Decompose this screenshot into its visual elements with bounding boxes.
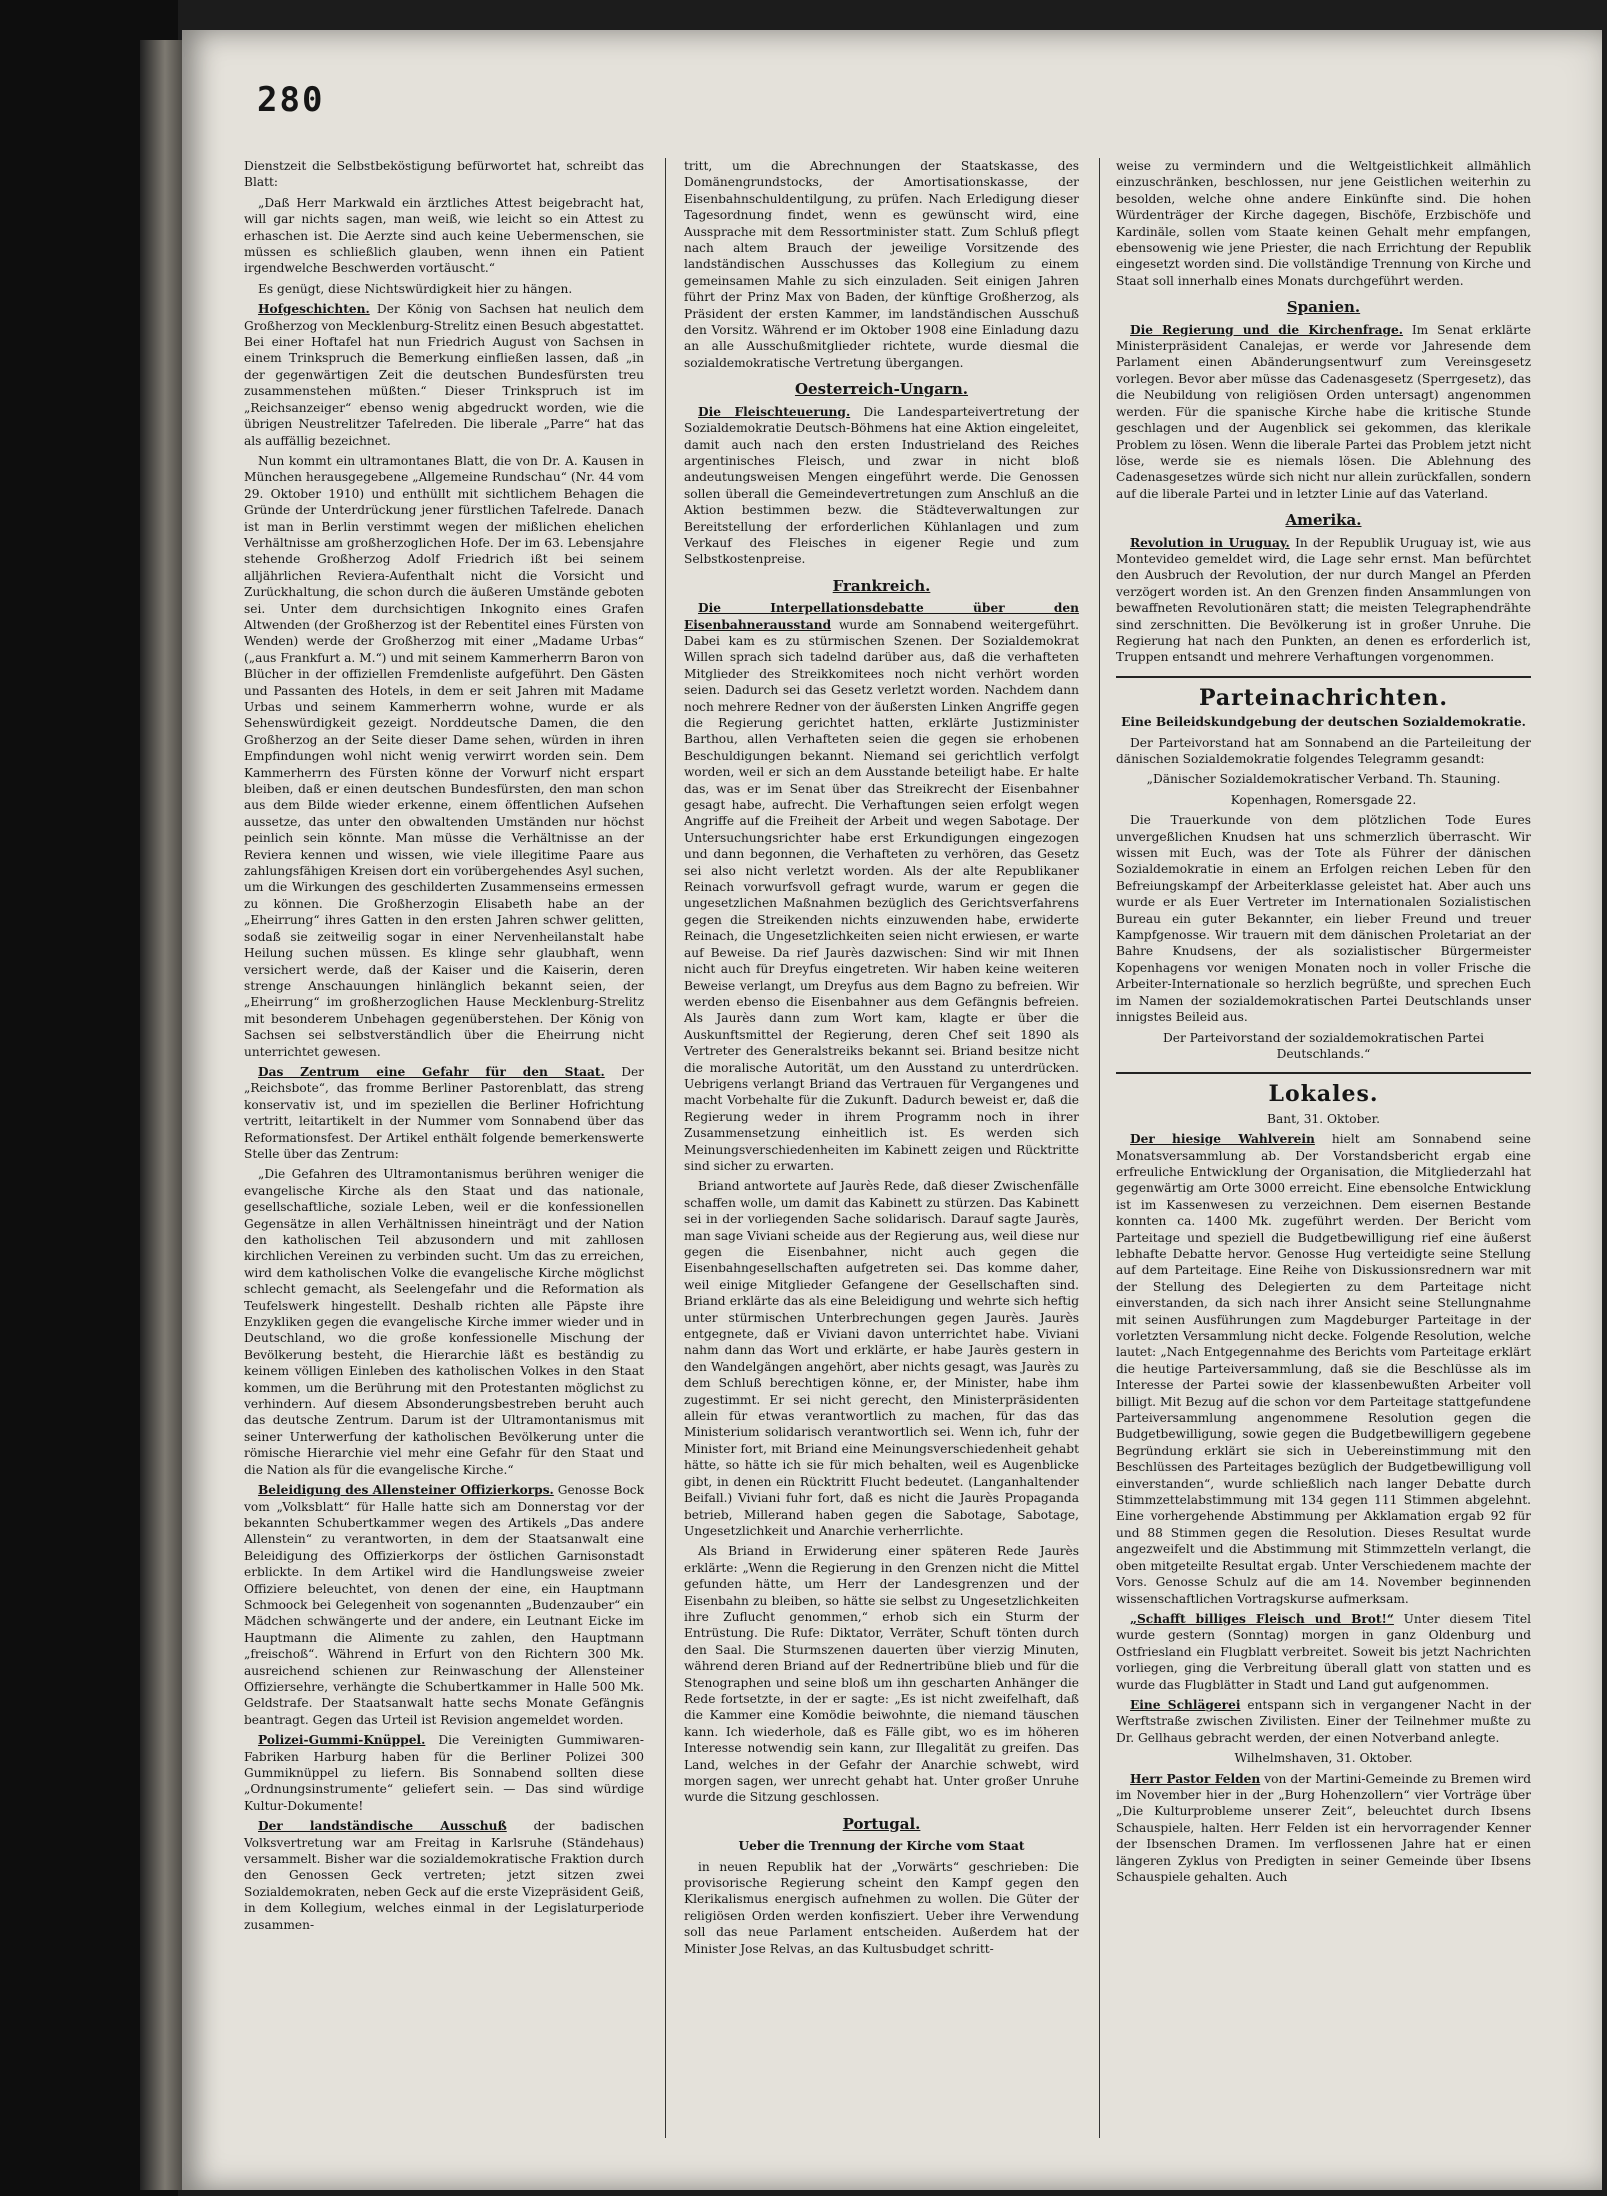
- article-text: der badischen Volksvertretung war am Freitag in Karlsruhe (Ständehaus) versammelt. Bisher war die sozialdemokratische Fraktion durch den Genossen Geck vertreten; jetzt sitzen zwei Sozialdemokraten, neben Geck auf die erste Vizepräsident Geiß, in dem Kollegium, welches einmal in der Legislaturperiode zusammen-: [244, 1819, 644, 1932]
- article-keyword: Polizei-Gummi-Knüppel.: [258, 1733, 426, 1748]
- article-text: Der König von Sachsen hat neulich dem Großherzog von Mecklenburg-Strelitz einen Besuch abgestattet. Bei einer Hoftafel hat nun Friedrich August von Sachsen in einem Trinkspruch die Bemerkung einfließen lassen, daß „in der gegenwärtigen Zeit die deutschen Bundesfürsten treu zusammenstehen müßten.“ Dieser Trinkspruch ist im „Reichsanzeiger“ ebenso wenig abgedruckt worden, wie die übrigen Neustrelitzer Tafelreden. Die liberale „Parre“ hat das als auffällig bezeichnet.: [244, 302, 644, 448]
- article-keyword: Das Zentrum eine Gefahr für den Staat.: [258, 1064, 605, 1079]
- article-text: Der Parteivorstand hat am Sonnabend an die Parteileitung der dänischen Sozialdemokratie folgendes Telegramm gesandt:: [1116, 735, 1531, 766]
- section-heading-austria: Oesterreich-Ungarn.: [794, 380, 969, 399]
- article-keyword: „Schafft billiges Fleisch und Brot!“: [1130, 1611, 1394, 1626]
- section-divider: [1116, 676, 1531, 678]
- article-text: Es genügt, diese Nichtswürdigkeit hier zu hängen.: [258, 281, 573, 296]
- section-heading-america: Amerika.: [1285, 511, 1362, 530]
- article-text: Unter diesem Titel wurde gestern (Sonntag) morgen in ganz Oldenburg und Ostfriesland ein Flugblatt verbreitet. Soweit bis jetzt Nachrichten vorliegen, ging die Verbreitung überall glatt von statten und es wurde das Flugblätter in Stadt und Land gut aufgenommen.: [1116, 1611, 1532, 1692]
- page-number: 280: [257, 80, 325, 120]
- article-text: von der Martini-Gemeinde zu Bremen wird im November hier in der „Burg Hohenzollern“ vier Vorträge über „Die Kulturprobleme unserer Zeit“, beleuchtet durch Ibsens Schauspiele, halten. Herr Felden ist ein hervorragender Kenner der Ibsenschen Dramen. Im verflossenen Jahre hat er einen längeren Zyklus von Predigten in seiner Gemeinde über Ibsens Schauspiele gehalten. Auch: [1116, 1771, 1531, 1884]
- telegram-address: „Dänischer Sozialdemokratischer Verband. Th. Stauning.: [1146, 772, 1501, 787]
- newspaper-page: [182, 30, 1602, 2190]
- article-text: Dienstzeit die Selbstbeköstigung befürwortet hat, schreibt das Blatt:: [244, 159, 644, 190]
- article-keyword: Revolution in Uruguay.: [1130, 535, 1290, 550]
- article-text: hielt am Sonnabend seine Monatsversammlung ab. Der Vorstandsbericht ergab eine erfreuliche Entwicklung der Organisation, die Mitgliederzahl hat gegenwärtig am Orte 3000 erreicht. Eine ebensolche Entwicklung ist im Kassenwesen zu verzeichnen. Dem eisernen Bestande konnten ca. 1400 Mk. zugeführt werden. Der Bericht vom Parteitage und speziell die Budgetbewilligung rief eine äußerst lebhafte Debatte hervor. Genosse Hug verteidigte seine Stellung auf dem Parteitage. Eine Reihe von Diskussionsrednern war mit der Stellung des Delegierten zu dem Parteitage nicht einverstanden, da sich nach ihrer Ansicht seine Stellungnahme mit seinen Ausführungen zum Magdeburger Parteitage in der vorletzten Versammlung nicht decke. Folgende Resolution, welche lautet: „Nach Entgegennahme des Berichts vom Parteitage erklärt die heutige Parteiversammlung, daß sie die Beschlüsse als im Interesse der Partei sowie der klassenbewußten Arbeiter voll billigt. Mit Bezug auf die schon vor dem Parteitage stattgefundene Parteiversammlung angenommene Resolution gegen die Budgetbewilligung, sowie gegen die Budgetbewilligern gegebene Begründung erklärt sie sich in Uebereinstimmung mit den Beschlüssen des Parteitages bezüglich der Budgetbewilligung voll einverstanden“, wurde schließlich nach langer Debatte durch Stimmzettelabstimmung mit 134 gegen 111 Stimmen abgelehnt. Eine vorhergehende Abstimmung per Akklamation ergab 92 für und 88 Stimmen gegen die Resolution. Dieses Resultat wurde angezweifelt und die Abstimmung mit Stimmzetteln verlangt, die oben mitgeteilte Resultat ergab. Unter Verschiedenem machte der Vors. Genosse Schulz auf die am 14. November beginnenden wissenschaftlichen Vortragskurse aufmerksam.: [1116, 1132, 1532, 1606]
- article-text: Die Vereinigten Gummiwaren-Fabriken Harburg haben für die Berliner Polizei 300 Gummiknüppel zu liefern. Bis Sonnabend sollten diese „Ordnungsinstrumente“ geliefert sein. — Das sind würdige Kultur-Dokumente!: [244, 1733, 644, 1813]
- article-quote: „Die Gefahren des Ultramontanismus berühren weniger die evangelische Kirche als den Staat und das nationale, gesellschaftliche, soziale Leben, weil er die konfessionellen Gegensätze in allen Verhältnissen hineinträgt und der Nation den katholischen Teil abzusondern und mit zahllosen kirchlichen Vereinen zu verbinden sucht. Um das zu erreichen, wird dem katholischen Volke die evangelische Kirche möglichst schlecht gemacht, als Seelengefahr und die Reformation als Teufelswerk hingestellt. Deshalb richten alle Päpste ihre Enzykliken gegen die evangelische Kirche immer wieder und in Deutschland, wo die große konfessionelle Mischung der Bevölkerung besteht, die Hierarchie läßt es beständig zu keinem völligen Einleben des katholischen Volkes in den Staat kommen, um die Berührung mit den Protestanten möglichst zu verhindern. Auf diesem Absonderungsbestreben beruht auch das deutsche Zentrum. Darum ist der Ultramontanismus mit seiner Unterwerfung der katholischen Bevölkerung unter die römische Hierarchie viel mehr eine Gefahr für den Staat und die Nation als für die evangelische Kirche.“: [244, 1167, 644, 1477]
- article-subheading: Ueber die Trennung der Kirche vom Staat: [738, 1839, 1025, 1854]
- article-keyword: Die Interpellationsdebatte über den Eisenbahnerausstand: [684, 601, 1079, 632]
- article-keyword: Die Fleischteuerung.: [698, 404, 851, 419]
- article-text: entspann sich in vergangener Nacht in der Werftstraße zwischen Zivilisten. Einer der Teilnehmer mußte zu Dr. Gellhaus gebracht werden, der einen Notverband anlegte.: [1116, 1697, 1532, 1745]
- telegram-signature: Der Parteivorstand der sozialdemokratischen Partei Deutschlands.“: [1162, 1030, 1485, 1061]
- article-keyword: Die Regierung und die Kirchenfrage.: [1130, 322, 1404, 337]
- telegram-address: Kopenhagen, Romersgade 22.: [1230, 792, 1417, 807]
- article-text: Genosse Bock vom „Volksblatt“ für Halle hatte sich am Donnerstag vor der bekannten Schubertkammer wegen des Artikels „Das andere Allenstein“ zu verantworten, in dem der Staatsanwalt eine Beleidigung des Offizierkorps der östlichen Garnisonstadt erblickte. In dem Artikel wird die Handlungsweise zweier Offiziere beleuchtet, von denen der eine, ein Hauptmann Schmoock bei Gelegenheit von sogenannten „Budenzauber“ ein Mädchen schwängerte und der andere, ein Leutnant Eicke im Hauptmann die Alimente zu zahlen, den Hauptmann „freischoß“. Während in Erfurt von den Richtern 300 Mk. ausreichend schienen zur Reinwaschung der Allensteiner Offiziersehre, verhängte die Schubertkammer in Halle 500 Mk. Geldstrafe. Der Staatsanwalt hatte sechs Monate Gefängnis beantragt. Gegen das Urteil ist Revision angemeldet worden.: [244, 1483, 644, 1727]
- column-2: [684, 158, 1079, 1961]
- section-heading-france: Frankreich.: [832, 576, 931, 595]
- section-heading-spain: Spanien.: [1286, 298, 1361, 317]
- article-keyword: Der hiesige Wahlverein: [1130, 1132, 1315, 1147]
- article-text: wurde am Sonnabend weitergeführt. Dabei kam es zu stürmischen Szenen. Der Sozialdemokrat Willen sprach sich tadelnd darüber aus, daß die verhafteten Mitglieder des Streikkomitees noch nicht verhört worden seien. Dadurch sei das Gesetz verletzt worden. Nachdem dann noch mehrere Redner von der äußersten Linken Angriffe gegen die Regierung gerichtet hatten, erklärte Justizminister Barthou, allen Verhafteten seien die gegen sie erhobenen Beschuldigungen bekannt. Niemand sei gerichtlich verfolgt worden, weil er sich an dem Ausstande beteiligt habe. Er halte das, was er im Senat über das Streikrecht der Eisenbahner gesagt habe, aufrecht. Die Verhaftungen seien erfolgt wegen Angriffe auf die Freiheit der Arbeit und wegen Sabotage. Der Untersuchungsrichter habe erst Erkundigungen eingezogen und dann begonnen, die Verhafteten zu verhören, das Gesetz sei also nicht verletzt worden. Als der alte Republikaner Reinach vorwurfsvoll gefragt wurde, warum er gegen die ungesetzlichen Maßnahmen bezüglich des Gerichtsverfahrens gegen die Streikenden nichts einzuwenden habe, erwiderte Reinach, die Ungesetzlichkeiten seien nicht erwiesen, er warte auf Beweise. Da rief Jaurès dazwischen: Sind wir mit Ihnen nicht auch für Dreyfus eingetreten. Wir haben keine weiteren Beweise verlangt, um Dreyfus aus dem Bagno zu befreien. Wir werden ebenso die Eisenbahner aus dem Gefängnis befreien. Als Jaurès dann zum Wort kam, klagte er über die Auskunftsmittel der Regierung, deren Chef seit 1890 als Vertreter des Generalstreiks bekannt sei. Briand besitze nicht die moralische Autorität, um den Ausstand zu unterdrücken. Uebrigens verlangt Briand das Vertrauen für Vergangenes und macht Vorbehalte für die Zukunft. Dadurch beweist er, daß die Regierung weder in ihrem Programm noch in ihrer Zusammensetzung einheitlich ist. Es werden sich Meinungsverschiedenheiten im Kabinett zeigen und Rücktritte sind sicher zu erwarten.: [684, 617, 1080, 1173]
- article-text: Die Landesparteivertretung der Sozialdemokratie Deutsch-Böhmens hat eine Aktion eingeleitet, damit auch nach den ersten Industrieland des Reiches argentinisches Fleisch, und zwar in nicht bloß andeutungsweisen Mengen eingeführt werde. Die Genossen sollen überall die Gemeindevertretungen zum Anschluß an die Aktion bestimmen bezw. die Städteverwaltungen zur Bereitstellung der erforderlichen Kühlanlagen und zum Verkauf des Fleisches in eigener Regie und zum Selbstkostenpreise.: [684, 404, 1079, 567]
- section-divider: [1116, 1072, 1531, 1074]
- column-3: [1116, 158, 1531, 1889]
- column-rule: [665, 158, 666, 2138]
- article-text: weise zu vermindern und die Weltgeistlichkeit allmählich einzuschränken, beschlossen, nur jene Geistlichen weiterhin zu besolden, welche ohne andere Einkünfte sind. Die hohen Würdenträger der Kirche dagegen, Bischöfe, Erzbischöfe und Kardinäle, sollen vom Staate keinen Gehalt mehr empfangen, ebensowenig wie jene Priester, die nach Errichtung der Republik eingesetzt worden sind. Die vollständige Trennung von Kirche und Staat soll innerhalb eines Monats durchgeführt werden.: [1116, 159, 1531, 288]
- article-text: „Daß Herr Markwald ein ärztliches Attest beigebracht hat, will gar nichts sagen, man weiß, wie leicht so ein Attest zu erhaschen ist. Die Aerzte sind auch keine Uebermenschen, sie müssen es schließlich glauben, wenn ihnen ein Patient irgendwelche Beschwerden vortäuscht.“: [244, 195, 644, 276]
- article-text: tritt, um die Abrechnungen der Staatskasse, des Domänengrundstocks, der Amortisationskasse, der Eisenbahnschuldentilgung, zu prüfen. Nach Erledigung dieser Tagesordnung findet, wenn es gewünscht wird, eine Aussprache mit dem Ressortminister statt. Zum Schluß pflegt nach altem Brauch der jeweilige Vorsitzende des landständischen Ausschusses das Kollegium zu einem gemeinsamen Mahle zu sich einzuladen. Seit einigen Jahren führt der Prinz Max von Baden, der künftige Großherzog, als Präsident der ersten Kammer, im landständischen Ausschuß den Vorsitz. Während er im Oktober 1908 eine Einladung dazu an alle Ausschußmitglieder richtete, wurde diesmal die sozialdemokratische Vertretung übergangen.: [684, 159, 1079, 370]
- article-text: Briand antwortete auf Jaurès Rede, daß dieser Zwischenfälle schaffen wolle, um damit das Kabinett zu stürzen. Das Kabinett sei in der vorliegenden Sache solidarisch. Darauf sagte Jaurès, man sage Viviani scheide aus der Regierung aus, weil diese nur gegen die Eisenbahner, nicht auch gegen die Eisenbahngesellschaften aufgetreten sei. Das komme daher, weil einige Mitglieder Gefangene der Gesellschaften sind. Briand erklärte das als eine Beleidigung und wehrte sich heftig unter stürmischen Unterbrechungen gegen Jaurès. Jaurès entgegnete, daß er Viviani davon unterrichtet habe. Viviani nahm dann das Wort und erklärte, er habe Jaurès gestern in den Wandelgängen angehört, aber nichts gesagt, was Jaurès zu dem Schluß berechtigen könne, er, der Minister, habe ihm zugestimmt. Er sei nicht gerecht, den Ministerpräsidenten allein für etwas verantwortlich zu machen, für das das Ministerium solidarisch verantwortlich sei. Wenn ich, fuhr der Minister fort, mit Briand eine Meinungsverschiedenheit gehabt hätte, so hätte ich sie für mich behalten, weil es Augenblicke gibt, in denen ein Rücktritt Flucht bedeutet. (Langanhaltender Beifall.) Viviani fuhr fort, daß es nicht die Jaurès Propaganda betrieb, Millerand haben gegen die Sabotage, Sabotage, Ungesetzlichkeit und Anarchie verherrlichte.: [684, 1179, 1079, 1538]
- dateline: Bant, 31. Oktober.: [1267, 1111, 1380, 1126]
- article-keyword: Herr Pastor Felden: [1130, 1771, 1261, 1786]
- article-text: Im Senat erklärte Ministerpräsident Canalejas, er werde vor Jahresende dem Parlament einen Abänderungsentwurf zum Vereinsgesetz vorlegen. Bevor aber müsse das Cadenasgesetz (Sperrgesetz), das die Neubildung von religiösen Orden untersagt) angenommen werden. Für die spanische Kirche habe die kritische Stunde geschlagen und der Augenblick sei gekommen, das klerikale Problem zu lösen. Wenn die liberale Partei das Problem jetzt nicht löse, werde sie es niemals lösen. Die Ablehnung des Cadenasgesetzes würde sich nicht nur allein zurückfallen, sondern auf die liberale Partei und in letzter Linie auf das Vaterland.: [1116, 322, 1532, 501]
- column-rule: [1099, 158, 1100, 2138]
- section-heading-party-news: Parteinachrichten.: [1198, 684, 1449, 711]
- article-text: In der Republik Uruguay ist, wie aus Montevideo gemeldet wird, die Lage sehr ernst. Man befürchtet den Ausbruch der Revolution, der nur durch Mangel an Pferden verzögert worden ist. An den Grenzen finden Ansammlungen von bewaffneten Revolutionären statt; die meisten Telegraphendrähte sind zerschnitten. Die Bevölkerung ist in großer Unruhe. Die Regierung hat nach den Punkten, an denen es erforderlich ist, Truppen entsandt und mehrere Verhaftungen vorgenommen.: [1116, 535, 1532, 665]
- article-keyword: Eine Schlägerei: [1130, 1697, 1241, 1712]
- section-heading-local: Lokales.: [1268, 1081, 1379, 1108]
- column-1: [244, 158, 644, 1937]
- article-subheading: Eine Beileidskundgebung der deutschen Sozialdemokratie.: [1121, 715, 1526, 730]
- article-text: in neuen Republik hat der „Vorwärts“ geschrieben: Die provisorische Regierung scheint den Kampf gegen den Klerikalismus energisch aufnehmen zu wollen. Die Güter der religiösen Orden werden konfisziert. Ueber ihre Verwendung soll das neue Parlament entscheiden. Außerdem hat der Minister Jose Relvas, an das Kultusbudget schritt-: [684, 1859, 1079, 1956]
- article-text: Der „Reichsbote“, das fromme Berliner Pastorenblatt, das streng konservativ ist, und im speziellen die Berliner Hofrichtung vertritt, leitartikelt in der Nummer vom Sonnabend über das Reformationsfest. Der Artikel enthält folgende bemerkenswerte Stelle über das Zentrum:: [244, 1064, 645, 1161]
- dateline: Wilhelmshaven, 31. Oktober.: [1234, 1751, 1413, 1766]
- article-text: Als Briand in Erwiderung einer späteren Rede Jaurès erklärte: „Wenn die Regierung in den Grenzen nicht die Mittel gefunden hätte, um Herr der Landesgrenzen und der Eisenbahn zu bleiben, so hätte sie selbst zu Ungesetzlichkeiten ihre Zuflucht genommen,“ erhob sich ein Sturm der Entrüstung. Die Rufe: Diktator, Verräter, Schuft tönten durch den Saal. Die Sturmszenen dauerten über vierzig Minuten, während deren Briand auf der Rednertribüne blieb und für die Stenographen und seine bloß um ihn gescharten Anhänger die Rede fortsetzte, in der er sagte: „Es ist nicht zweifelhaft, daß die Kammer eine Komödie beiwohnte, die niemand täuschen kann. Ich wiederhole, daß es Fälle gibt, wo es im höheren Interesse notwendig sein kann, zur Illegalität zu greifen. Das Land, welches in der Gefahr der Anarchie schwebt, wird morgen sagen, wer unrecht gehabt hat. Unter großer Unruhe wurde die Sitzung geschlossen.: [684, 1544, 1079, 1805]
- article-text: Die Trauerkunde von dem plötzlichen Tode Eures unvergeßlichen Knudsen hat uns schmerzlich überrascht. Wir wissen mit Euch, was der Tote als Führer der dänischen Sozialdemokratie in einem an Erfolgen reichen Leben für den Befreiungskampf der Arbeiterklasse geleistet hat. Aber auch uns wurde er als Euer Vertreter im Internationalen Sozialistischen Bureau ein guter Bekannter, ein lieber Freund und treuer Kampfgenosse. Wir trauern mit dem dänischen Proletariat an der Bahre Knudsens, der als sozialistischer Bürgermeister Kopenhagens vor wenigen Monaten noch in voller Frische die Arbeiter-Internationale so herzlich begrüßte, und sprechen Euch im Namen der sozialdemokratischen Partei Deutschlands unser innigstes Beileid aus.: [1116, 813, 1531, 1025]
- article-keyword: Beleidigung des Allensteiner Offizierkorps.: [258, 1483, 554, 1498]
- article-text: Nun kommt ein ultramontanes Blatt, die von Dr. A. Kausen in München herausgegebene „Allgemeine Rundschau“ (Nr. 44 vom 29. Oktober 1910) und enthüllt mit sichtlichem Behagen die Gründe der Unterdrückung jener fürstlichen Tafelrede. Danach ist man in Berlin verstimmt wegen der mißlichen ehelichen Verhältnisse am großherzoglichen Hofe. Der im 63. Lebensjahre stehende Großherzog Adolf Friedrich ißt bei seinem alljährlichen Reviera-Aufenthalt nicht die Vorsicht und Zurückhaltung, die schon durch die äußeren Umstände geboten sei. Unter dem durchsichtigen Inkognito eines Grafen Altwenden (der Großherzog ist der Rebentitel eines Fürsten von Wenden) werde der Großherzog mit einer „Madame Urbas“ („aus Frankfurt a. M.“) und mit seinem Kammerherrn Baron von Blücher in der offiziellen Fremdenliste aufgeführt. Den Gästen und Passanten des Hotels, in dem er seit Jahren mit Madame Urbas und seinem Kammerherrn wohne, wurde er als Sehenswürdigkeit gezeigt. Norddeutsche Damen, die den Großherzog an der Seite dieser Dame sehen, würden in ihren Empfindungen wohl nicht wenig verwirrt worden sein. Dem Kammerherrn des Fürsten könne der Vorwurf nicht erspart bleiben, daß er einen deutschen Bundesfürsten, den man schon aus dem Bilde wieder erkenne, einem öffentlichen Aufsehen aussetze, das unter den obwaltenden Umständen nur höchst peinlich sein könnte. Man müsse die Verhältnisse an der Reviera kennen und wissen, wie viele illegitime Paare aus zahlungsfähigen Kreisen dort ein vorübergehendes Asyl suchen, um die Wirkungen des geschilderten Zusammenseins ermessen zu können. Die Großherzogin Elisabeth habe an der „Eheirrung“ ihres Gatten in den ersten Jahren schwer gelitten, sodaß sie zeitweilig sogar in einer Nervenheilanstalt habe Heilung suchen müssen. Es klinge sehr glaubhaft, wenn versichert werde, daß der Kaiser und die Kaiserin, deren strenge Anschauungen hinlänglich bekannt seien, der „Eheirrung“ im großherzoglichen Hause Mecklenburg-Strelitz mit besonderem Unbehagen gegenüberstehen. Der König von Sachsen sei selbstverständlich über die Eheirrung nicht unterrichtet gewesen.: [244, 453, 644, 1059]
- article-keyword: Hofgeschichten.: [258, 302, 370, 317]
- section-heading-portugal: Portugal.: [842, 1814, 921, 1833]
- article-keyword: Der landständische Ausschuß: [258, 1819, 507, 1834]
